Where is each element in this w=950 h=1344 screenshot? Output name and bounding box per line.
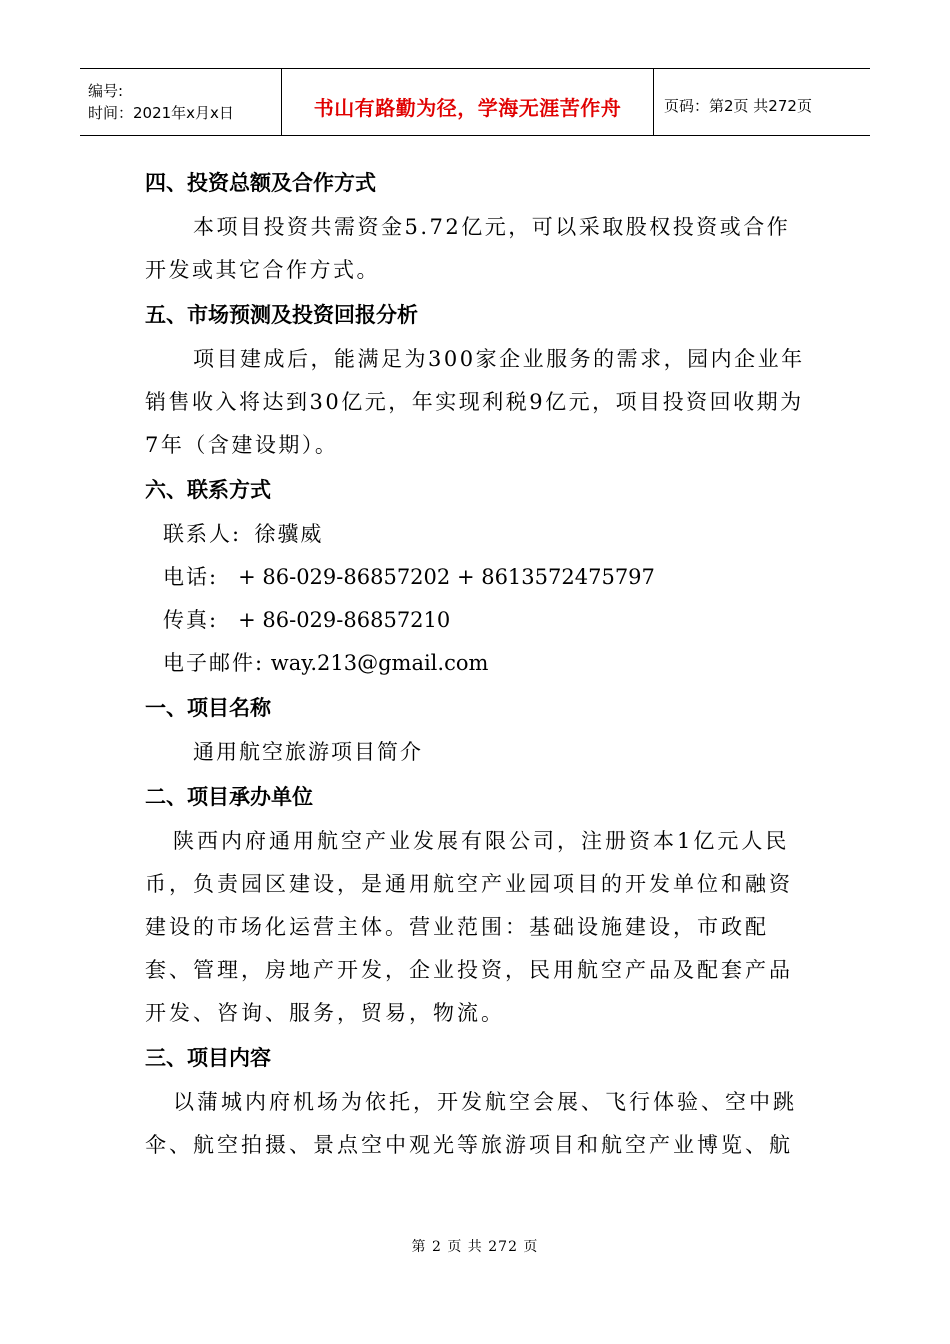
section-text-market: 项目建成后，能满足为300家企业服务的需求，园内企业年销售收入将达到30亿元，年实现利税9亿元，项目投资回收期为7年（含建设期）。 xyxy=(145,347,805,457)
document-time: 时间：2021年x月x日 xyxy=(88,104,234,122)
header-motto-cell xyxy=(282,69,654,135)
section-text-project-content: 以蒲城内府机场为依托，开发航空会展、飞行体验、空中跳伞、航空拍摄、景点空中观光等旅游项目和航空产业博览、航 xyxy=(145,1090,797,1157)
header-page-info-cell xyxy=(654,69,870,135)
section-text-organizer: 陕西内府通用航空产业发展有限公司，注册资本1亿元人民币，负责园区建设，是通用航空产业园项目的开发单位和融资建设的市场化运营主体。营业范围：基础设施建设，市政配套、管理，房地产开发，企业投资，民用航空产品及配套产品开发、咨询、服务，贸易，物流。 xyxy=(145,829,793,1025)
contact-phone-label: 电话: xyxy=(163,565,219,589)
page-footer: 第 2 页 共 272 页 xyxy=(411,1239,539,1255)
section-heading-organizer: 二、项目承办单位 xyxy=(145,785,313,809)
document-number-label: 编号: xyxy=(88,82,124,100)
section-text-investment: 本项目投资共需资金5.72亿元，可以采取股权投资或合作开发或其它合作方式。 xyxy=(145,215,791,282)
page-header xyxy=(80,68,870,136)
section-heading-contact: 六、联系方式 xyxy=(145,478,271,502)
section-heading-project-name: 一、项目名称 xyxy=(145,696,271,720)
contact-phone-value: + 86-029-86857202 + 8613572475797 xyxy=(238,565,655,589)
header-meta xyxy=(80,69,282,135)
header-motto: 书山有路勤为径，学海无涯苦作舟 xyxy=(313,95,622,120)
contact-fax-row xyxy=(145,599,810,642)
contact-phone-row xyxy=(145,556,810,599)
contact-fax-value: + 86-029-86857210 xyxy=(238,608,451,632)
section-heading-project-content: 三、项目内容 xyxy=(145,1046,271,1070)
section-heading-market: 五、市场预测及投资回报分析 xyxy=(145,303,418,327)
contact-person-row xyxy=(145,513,810,556)
document-body xyxy=(145,160,810,1167)
contact-person-value: 徐骥威 xyxy=(254,522,324,546)
contact-email-row xyxy=(145,642,810,685)
contact-fax-label: 传真: xyxy=(163,608,219,632)
contact-email-label: 电子邮件: xyxy=(163,651,265,675)
contact-person-label: 联系人: xyxy=(163,522,242,546)
header-page-info: 页码：第2页 共272页 xyxy=(664,96,812,115)
contact-email-value: way.213@gmail.com xyxy=(270,651,489,675)
section-text-project-name: 通用航空旅游项目简介 xyxy=(193,740,423,764)
section-heading-investment: 四、投资总额及合作方式 xyxy=(145,171,376,195)
